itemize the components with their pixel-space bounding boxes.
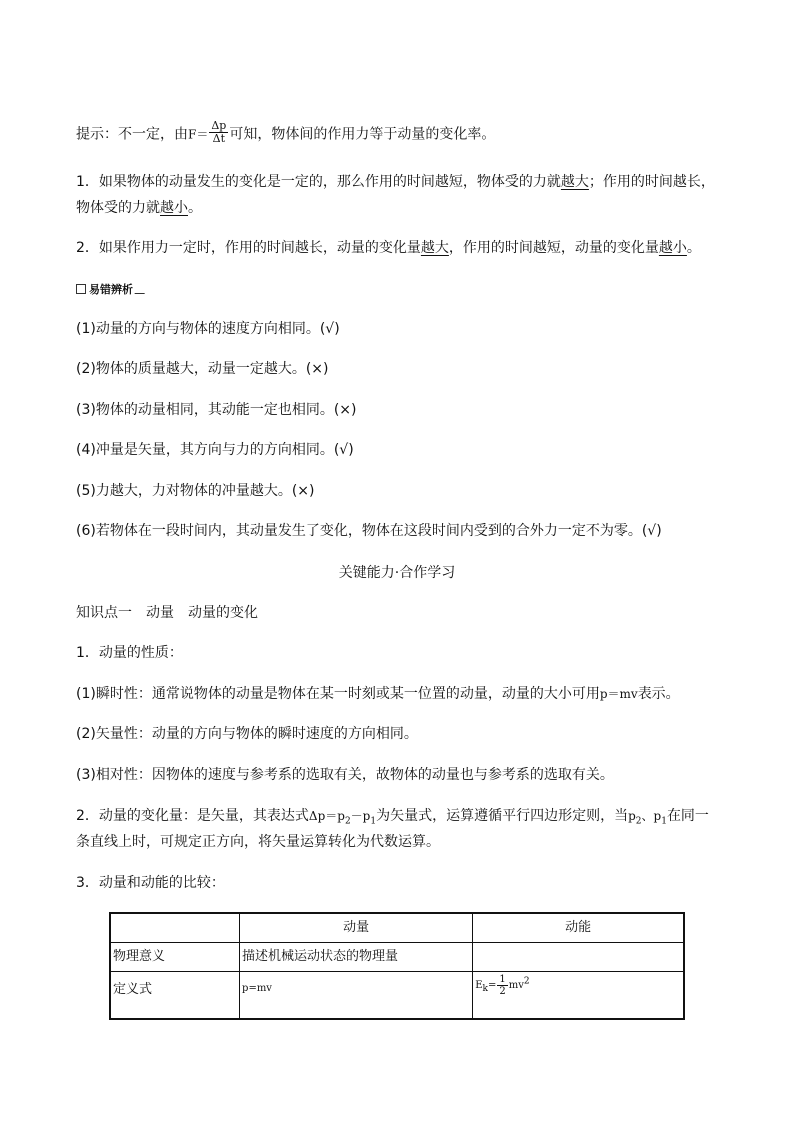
judgment-5: (5)力越大，力对物体的冲量越大。(×)	[76, 483, 315, 499]
p-symbols	[628, 809, 667, 827]
table-header-row	[110, 913, 684, 943]
hint-fraction	[209, 120, 228, 145]
hint-prefix: 提示：不一定，由	[76, 126, 188, 143]
table-header-cell	[110, 913, 240, 943]
point1-text-2: ；作用的时间越长，	[588, 174, 715, 190]
p-symbol-2: 、p	[641, 809, 662, 823]
hint-lhs: F＝	[188, 127, 209, 142]
point2-answer-1: 越大	[420, 240, 449, 256]
property-1-text: (1)瞬时性：通常说物体的动量是物体在某一时刻或某一位置的动量，动量的大小可用	[76, 686, 600, 702]
subscript-1: 1	[370, 816, 377, 827]
knowledge-point-title: 知识点一 动量 动量的变化	[76, 605, 258, 621]
change-text: 2．动量的变化量：是矢量，其表达式	[76, 808, 309, 824]
properties-heading: 1．动量的性质：	[76, 645, 183, 661]
property-1-end: 表示。	[637, 686, 680, 702]
table-cell	[240, 972, 473, 1020]
table-cell: 物理意义	[110, 943, 240, 972]
error-analysis-tag	[76, 281, 148, 297]
comparison-table	[109, 912, 685, 1020]
table-row	[110, 972, 684, 1020]
table-cell	[473, 943, 684, 972]
change-line1	[76, 806, 709, 831]
point1-answer-1: 越大	[560, 174, 589, 190]
delta-p-formula	[308, 809, 377, 827]
point2-line	[76, 238, 701, 258]
judgment-6: (6)若物体在一段时间内，其动量发生了变化，物体在这段时间内受到的合外力一定不为零。(√)	[76, 523, 662, 539]
formula-part-2: －p	[350, 809, 371, 823]
energy-symbol: E	[475, 980, 483, 991]
subscript-p1: 1	[661, 816, 667, 827]
subscript-p2: 2	[635, 816, 642, 827]
energy-rhs: mv	[508, 980, 524, 991]
half-numerator: 1	[499, 974, 506, 985]
hint-line	[76, 119, 496, 147]
tag-tail-icon	[134, 285, 152, 294]
property-3: (3)相对性：因物体的速度与参考系的选取有关，故物体的动量也与参考系的选取有关。	[76, 767, 614, 783]
point2-text-2: ，作用的时间越短，动量的变化量	[448, 240, 659, 256]
energy-subscript: k	[482, 984, 489, 994]
change-line2: 条直线上时，可规定正方向，将矢量运算转化为代数运算。	[76, 834, 440, 850]
judgment-4: (4)冲量是矢量，其方向与力的方向相同。(√)	[76, 442, 354, 458]
half-fraction	[497, 974, 507, 997]
error-analysis-label: 易错辨析	[89, 283, 133, 296]
section-title: 关键能力·合作学习	[338, 565, 456, 581]
hint-denominator: Δt	[212, 132, 226, 145]
table-cell: 描述机械运动状态的物理量	[240, 943, 473, 972]
point1-line2	[76, 198, 202, 218]
point2-text: 2．如果作用力一定时，作用的时间越长，动量的变化量	[76, 240, 421, 256]
compare-heading: 3．动量和动能的比较：	[76, 875, 225, 891]
table-header-cell: 动量	[240, 913, 473, 943]
energy-superscript: 2	[523, 976, 530, 987]
property-2: (2)矢量性：动量的方向与物体的瞬时速度的方向相同。	[76, 726, 418, 742]
checkbox-icon	[76, 284, 86, 294]
judgment-2: (2)物体的质量越大，动量一定越大。(×)	[76, 361, 329, 377]
table-cell	[473, 972, 684, 1020]
point1-text-4: 。	[188, 200, 202, 216]
kinetic-energy-definition	[475, 974, 530, 997]
table-row	[110, 943, 684, 972]
point2-answer-2: 越小	[658, 240, 687, 256]
momentum-formula: p＝mv	[599, 687, 638, 701]
hint-suffix: 可知，物体间的作用力等于动量的变化率。	[229, 126, 496, 143]
point1-line1	[76, 172, 715, 192]
formula-part: Δp＝p	[308, 809, 345, 823]
point2-text-3: 。	[686, 240, 701, 256]
point1-text: 1．如果物体的动量发生的变化是一定的，那么作用的时间越短，物体受的力就	[76, 174, 561, 190]
change-text-3: 在同一	[666, 808, 709, 824]
table-header-cell: 动能	[473, 913, 684, 943]
subscript-2: 2	[344, 816, 351, 827]
hint-numerator: Δp	[211, 119, 227, 132]
table-cell: 定义式	[110, 972, 240, 1020]
point1-text-3: 物体受的力就	[76, 200, 160, 216]
equals-sign: =	[488, 980, 497, 991]
momentum-definition: p=mv	[242, 983, 272, 994]
point1-answer-2: 越小	[160, 200, 188, 216]
judgment-3: (3)物体的动量相同，其动能一定也相同。(×)	[76, 402, 357, 418]
change-text-2: 为矢量式，运算遵循平行四边形定则，当	[376, 808, 629, 824]
p-symbol: p	[628, 809, 636, 823]
judgment-1: (1)动量的方向与物体的速度方向相同。(√)	[76, 321, 340, 337]
half-denominator: 2	[499, 986, 506, 997]
property-1	[76, 684, 680, 704]
